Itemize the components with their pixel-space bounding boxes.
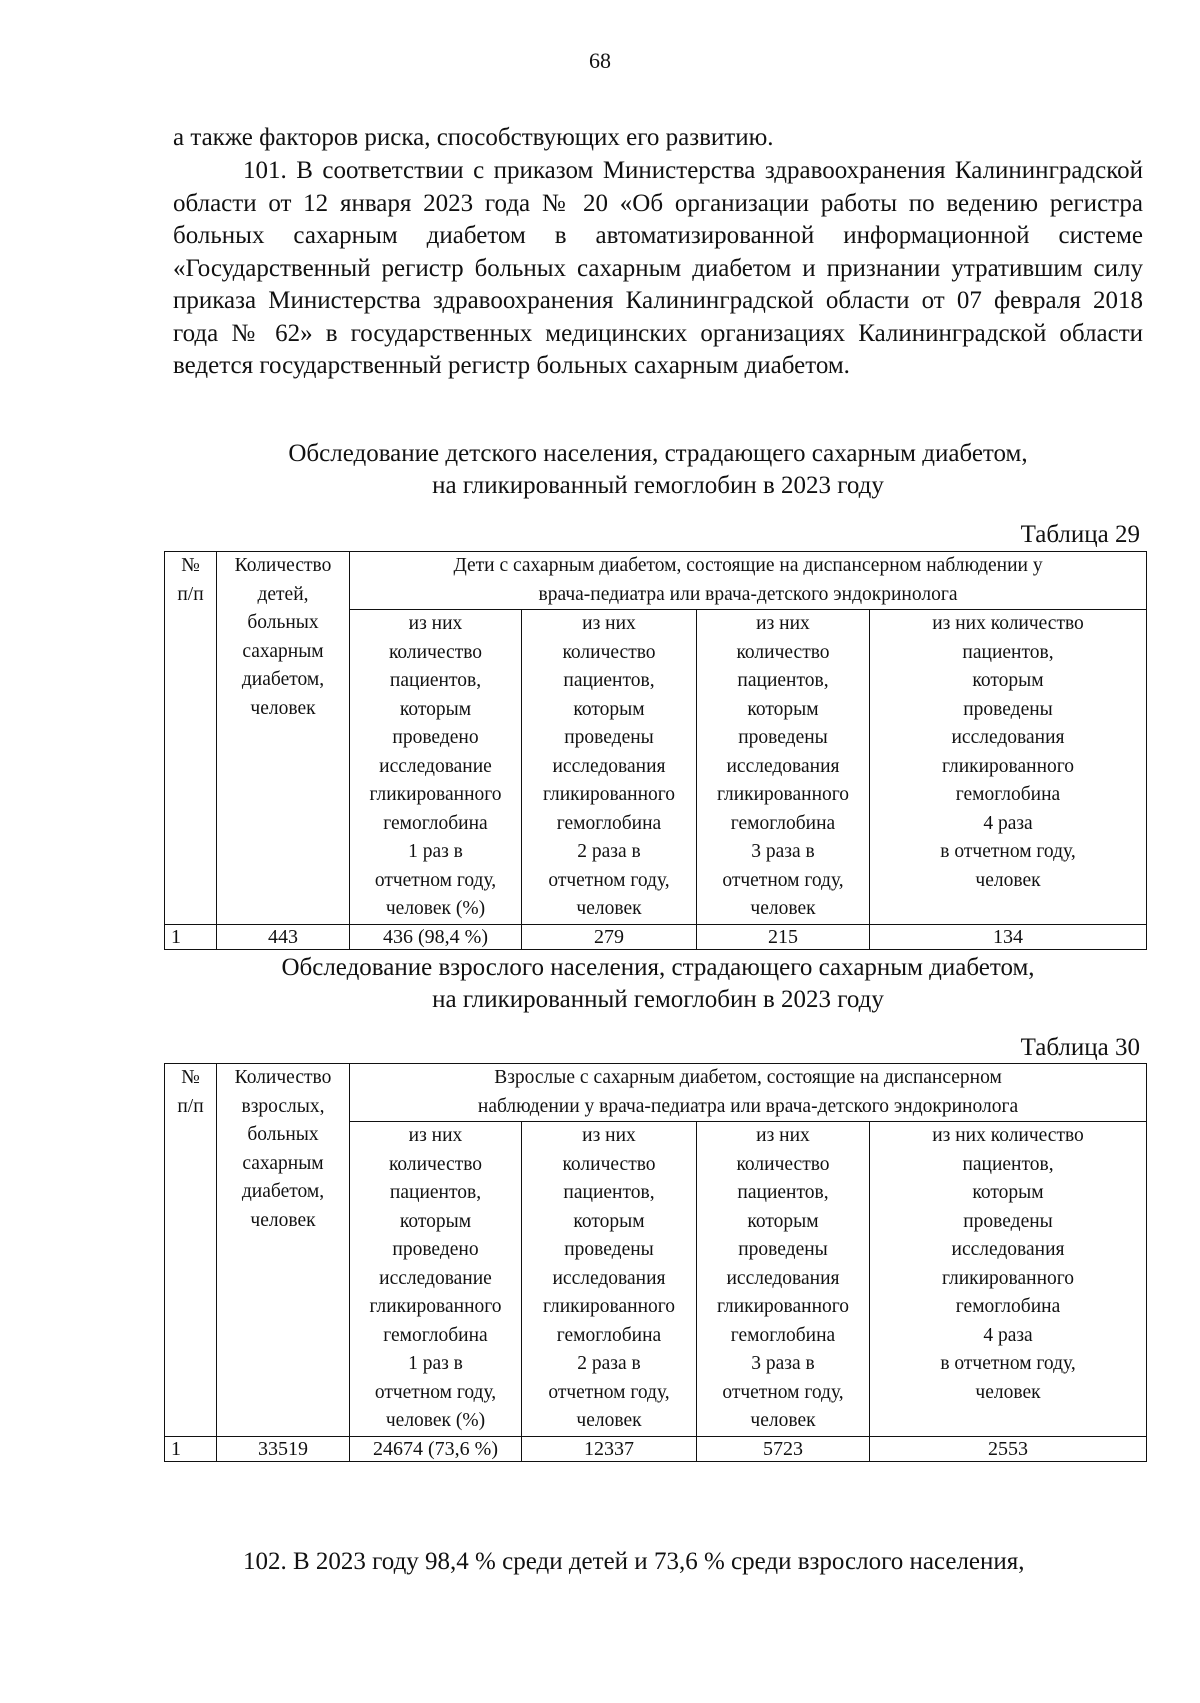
table30-header-num: № п/п (165, 1064, 217, 1437)
table30-cell-4: 2553 (870, 1436, 1147, 1461)
table30-header-sub3: из них количество пациентов, которым проведены исследования гликированного гемоглобина 3 раза в отчетном году, человек (697, 1122, 870, 1437)
table30-header-sub2: из них количество пациентов, которым проведены исследования гликированного гемоглобина 2 раза в отчетном году, человек (522, 1122, 697, 1437)
table30-cell-count: 33519 (217, 1436, 350, 1461)
table30-header-row-1 (165, 1064, 1147, 1122)
table29-header-sub3: из них количество пациентов, которым проведены исследования гликированного гемоглобина 3 раза в отчетном году, человек (697, 610, 870, 925)
table29-cell-1: 436 (98,4 %) (350, 924, 522, 949)
table30-cell-num: 1 (165, 1436, 217, 1461)
table30-header-sub4: из них количество пациентов, которым проведены исследования гликированного гемоглобина 4 раза в отчетном году, человек (870, 1122, 1147, 1437)
table29-cell-4: 134 (870, 924, 1147, 949)
table29-header-num: № п/п (165, 552, 217, 925)
table29-title: Обследование детского населения, страдающего сахарным диабетом, на гликированный гемоглобин в 2023 году (288, 440, 1028, 499)
table30-header-count: Количество взрослых, больных сахарным диабетом, человек (217, 1064, 350, 1437)
table29-cell-3: 215 (697, 924, 870, 949)
table29 (164, 551, 1147, 950)
table30-cell-3: 5723 (697, 1436, 870, 1461)
table30 (164, 1063, 1147, 1462)
table29-header-row-1 (165, 552, 1147, 610)
table29-label: Таблица 29 (1020, 521, 1140, 548)
paragraph-intro: а также факторов риска, способствующих его развитию. (173, 124, 774, 151)
table30-cell-1: 24674 (73,6 %) (350, 1436, 522, 1461)
table29-header-sub4: из них количество пациентов, которым проведены исследования гликированного гемоглобина 4 раза в отчетном году, человек (870, 610, 1147, 925)
table29-header-sub2: из них количество пациентов, которым проведены исследования гликированного гемоглобина 2 раза в отчетном году, человек (522, 610, 697, 925)
table30-header-group: Взрослые с сахарным диабетом, состоящие на диспансерном наблюдении у врача-педиатра или врача-детского эндокринолога (350, 1064, 1147, 1122)
table30-title: Обследование взрослого населения, страдающего сахарным диабетом, на гликированный гемоглобин в 2023 году (281, 954, 1035, 1013)
table30-cell-2: 12337 (522, 1436, 697, 1461)
table30-label: Таблица 30 (1020, 1034, 1140, 1061)
table29-cell-count: 443 (217, 924, 350, 949)
paragraph-101: 101. В соответствии с приказом Министерства здравоохранения Калининградской области от 12 января 2023 года № 20 «Об организации работы по ведению регистра больных сахарным диабетом в автоматизированной информационной системе «Государственный регистр больных сахарным диабетом и признании утратившим силу приказа Министерства здравоохранения Калининградской области от 07 февраля 2018 года № 62» в государственных медицинских организациях Калининградской области ведется государственный регистр больных сахарным диабетом. (173, 157, 1143, 379)
table-row (165, 924, 1147, 949)
paragraph-102: 102. В 2023 году 98,4 % среди детей и 73,6 % среди взрослого населения, (243, 1548, 1025, 1575)
table-row (165, 1436, 1147, 1461)
page-number: 68 (589, 48, 611, 73)
table29-cell-2: 279 (522, 924, 697, 949)
table30-header-sub1: из них количество пациентов, которым проведено исследование гликированного гемоглобина 1 раз в отчетном году, человек (%) (350, 1122, 522, 1437)
table29-header-group: Дети с сахарным диабетом, состоящие на диспансерном наблюдении у врача-педиатра или врача-детского эндокринолога (350, 552, 1147, 610)
table29-header-sub1: из них количество пациентов, которым проведено исследование гликированного гемоглобина 1 раз в отчетном году, человек (%) (350, 610, 522, 925)
table29-header-count: Количество детей, больных сахарным диабетом, человек (217, 552, 350, 925)
table29-cell-num: 1 (165, 924, 217, 949)
